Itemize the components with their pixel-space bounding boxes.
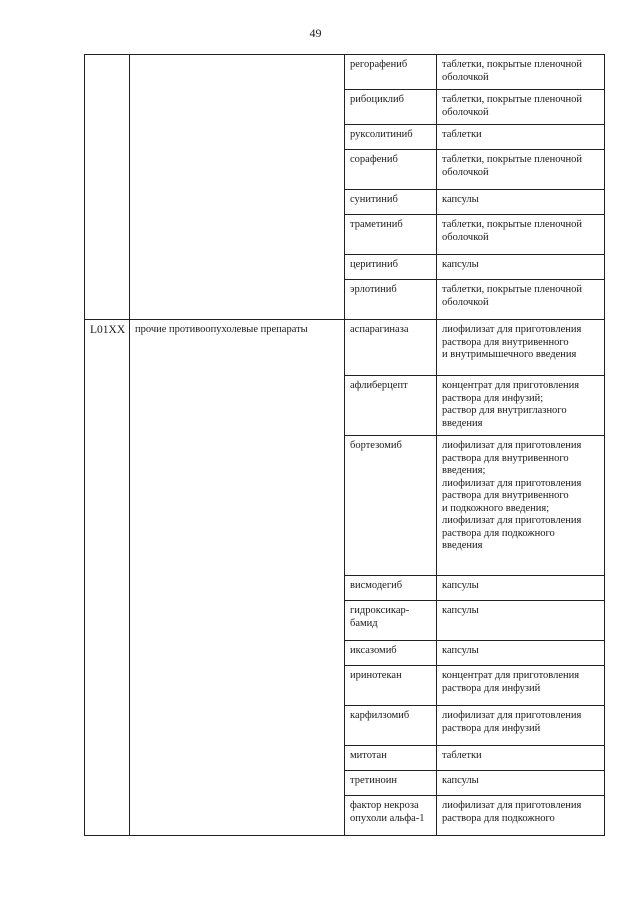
form-line: таблетки xyxy=(442,750,482,761)
drug-cell: митотан xyxy=(345,746,437,771)
drug-cell: траметиниб xyxy=(345,215,437,255)
form-line: раствора для внутривенного xyxy=(442,452,569,464)
form-line: раствора для подкожного xyxy=(442,527,555,539)
form-line: таблетки, покрытые пленочной xyxy=(442,94,583,105)
form-cell xyxy=(437,796,605,836)
group-code-cell: L01XX xyxy=(85,320,130,836)
form-line: и подкожного введения; xyxy=(442,502,550,514)
page-number: 49 xyxy=(309,26,322,40)
form-line: лиофилизат для приготовления xyxy=(442,477,582,489)
form-cell xyxy=(437,376,605,436)
form-cell xyxy=(437,746,605,771)
form-line: введения; xyxy=(442,465,486,476)
drug-cell: гидроксикар-бамид xyxy=(345,601,437,641)
drug-cell: третиноин xyxy=(345,771,437,796)
form-line: раствора для инфузий; xyxy=(442,392,544,404)
code-cell-empty xyxy=(85,55,130,320)
form-line: лиофилизат для приготовления xyxy=(442,710,582,721)
form-cell xyxy=(437,125,605,150)
form-line: оболочкой xyxy=(442,231,489,243)
form-line: таблетки, покрытые пленочной xyxy=(442,154,583,165)
drug-cell: аспарагиназа xyxy=(345,320,437,376)
form-cell xyxy=(437,641,605,666)
drug-cell: карфилзомиб xyxy=(345,706,437,746)
form-line: капсулы xyxy=(442,775,479,786)
drug-cell: бортезомиб xyxy=(345,436,437,576)
form-cell xyxy=(437,190,605,215)
drug-cell: рибоциклиб xyxy=(345,90,437,125)
drug-cell: фактор некроза опухоли альфа-1 xyxy=(345,796,437,836)
form-line: раствора для подкожного xyxy=(442,812,555,824)
form-cell xyxy=(437,706,605,746)
drug-cell: иринотекан xyxy=(345,666,437,706)
form-cell xyxy=(437,150,605,190)
form-line: лиофилизат для приготовления xyxy=(442,515,582,526)
form-line: раствора для внутривенного xyxy=(442,336,569,348)
form-cell xyxy=(437,280,605,320)
drug-table xyxy=(84,54,605,836)
form-line: концентрат для приготовления xyxy=(442,380,580,391)
form-cell xyxy=(437,55,605,90)
drug-cell: сорафениб xyxy=(345,150,437,190)
form-line: капсулы xyxy=(442,580,479,591)
group-name-cell-empty xyxy=(130,55,345,320)
form-line: таблетки, покрытые пленочной xyxy=(442,219,583,230)
form-cell xyxy=(437,666,605,706)
form-line: оболочкой xyxy=(442,296,489,308)
form-line: таблетки xyxy=(442,129,482,140)
form-line: капсулы xyxy=(442,645,479,656)
form-line: лиофилизат для приготовления xyxy=(442,440,582,451)
form-line: лиофилизат для приготовления xyxy=(442,800,582,811)
form-line: лиофилизат для приготовления xyxy=(442,324,582,335)
form-line: введения xyxy=(442,540,483,551)
drug-cell: руксолитиниб xyxy=(345,125,437,150)
form-cell xyxy=(437,255,605,280)
drug-cell: эрлотиниб xyxy=(345,280,437,320)
form-line: оболочкой xyxy=(442,106,489,118)
form-line: таблетки, покрытые пленочной xyxy=(442,59,583,70)
form-line: оболочкой xyxy=(442,166,489,178)
form-line: концентрат для приготовления xyxy=(442,670,580,681)
table-row xyxy=(85,55,605,90)
form-line: капсулы xyxy=(442,259,479,270)
drug-cell: афлиберцепт xyxy=(345,376,437,436)
form-cell xyxy=(437,215,605,255)
form-line: таблетки, покрытые пленочной xyxy=(442,284,583,295)
form-cell xyxy=(437,771,605,796)
form-cell xyxy=(437,601,605,641)
form-line: раствора для инфузий xyxy=(442,722,541,734)
drug-cell: церитиниб xyxy=(345,255,437,280)
form-line: раствор для внутриглазного xyxy=(442,405,567,416)
form-cell xyxy=(437,90,605,125)
drug-cell: регорафениб xyxy=(345,55,437,90)
drug-cell: иксазомиб xyxy=(345,641,437,666)
table-row xyxy=(85,320,605,376)
form-line: раствора для инфузий xyxy=(442,682,541,694)
form-line: и внутримышечного введения xyxy=(442,349,577,360)
drug-cell: висмодегиб xyxy=(345,576,437,601)
form-line: раствора для внутривенного xyxy=(442,490,569,501)
drug-cell: сунитиниб xyxy=(345,190,437,215)
form-line: оболочкой xyxy=(442,71,489,83)
form-cell xyxy=(437,576,605,601)
form-cell xyxy=(437,320,605,376)
group-name-cell: прочие противоопухолевые препараты xyxy=(130,320,345,836)
form-line: капсулы xyxy=(442,605,479,616)
form-line: введения xyxy=(442,417,483,429)
form-line: капсулы xyxy=(442,194,479,205)
form-cell xyxy=(437,436,605,576)
